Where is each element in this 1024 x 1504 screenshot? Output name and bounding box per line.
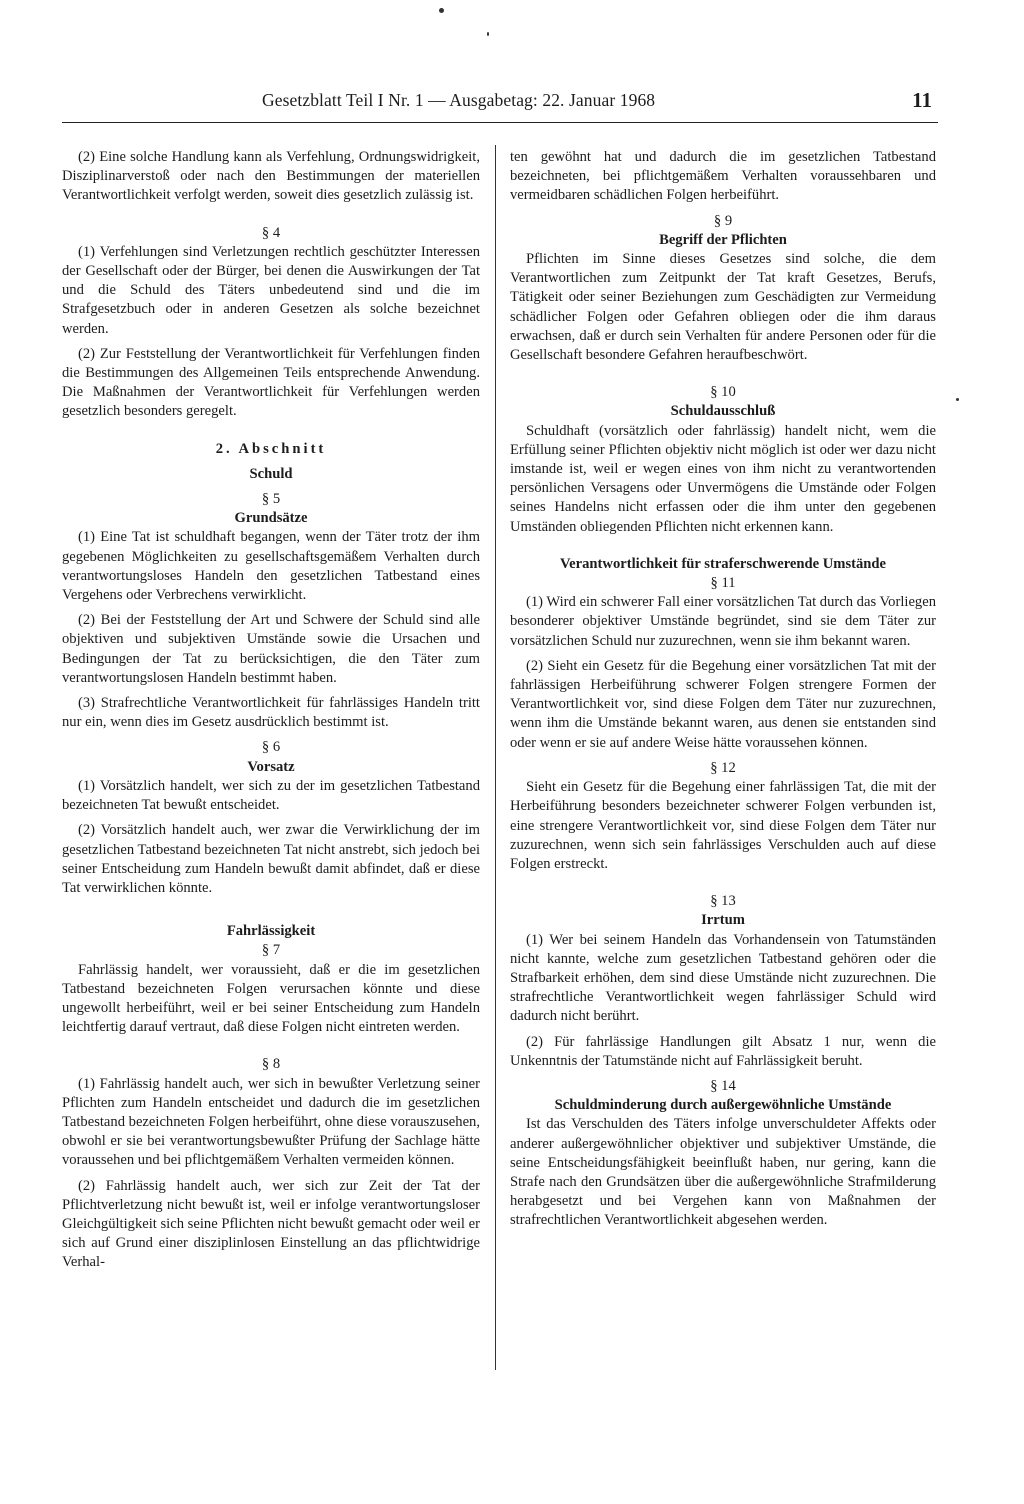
print-speck <box>487 32 489 36</box>
paragraph: (2) Bei der Feststellung der Art und Schwere der Schuld sind alle objektiven und subjektiven Umstände sowie die Ursachen und Bedingungen der Tat zu berücksichtigen, die den Täter zum verantwortungslosen Handeln bestimmt haben. <box>62 612 480 686</box>
paragraph: Fahrlässig handelt, wer voraussieht, daß er die im gesetzlichen Tatbestand bezeichneten Folgen verursachen könnte und diese ungewollt herbeiführt, weil er bei seiner Entscheidung zum Handeln leichtfertig darauf vertraut, daß diese Folgen nicht eintreten werden. <box>62 961 480 1036</box>
section-heading: § 8 <box>261 1056 281 1073</box>
section-heading: § 4 <box>261 224 281 241</box>
paragraph: (2) Fahrlässig handelt auch, wer sich zur Zeit der Tat der Pflichtverletzung nicht bewußt ist, weil er infolge verantwortungsloser Gleichgültigkeit sich seine Pflichten nicht bewußt gemacht oder weil er sich auf Grund einer disziplinlosen Einstellung an das pflichtwidrige Verhal- <box>62 1177 480 1271</box>
paragraph: (1) Wird ein schwerer Fall einer vorsätzlichen Tat durch das Vorliegen besonderer objektiver Umstände begründet, sind sie dem Täter zur vorsätzlichen Schuld nur zuzurechnen, wenn sie ihm bekannt waren. <box>510 594 936 649</box>
section-heading: § 14 <box>710 1077 736 1094</box>
section-heading: § 5 <box>261 491 281 508</box>
section-heading: § 11 <box>710 575 736 592</box>
section-heading: § 9 <box>713 212 733 229</box>
paragraph: (2) Sieht ein Gesetz für die Begehung einer vorsätzlichen Tat mit der fahrlässigen Herbeiführung schwerer Folgen strengere Formen der Verantwortlichkeit vor, sind diese Folgen dem Täter nur zuzurechnen, wenn ihm die Umstände bekannt waren, aus denen sie entstanden sind oder wenn er sie auf andere Weise hätte voraussehen können. <box>510 657 936 751</box>
section-title: Schuldminderung durch außergewöhnliche Umstände <box>554 1097 892 1114</box>
paragraph: Sieht ein Gesetz für die Begehung einer fahrlässigen Tat, die mit der Herbeiführung besonders bezeichneter schwerer Folgen verbunden ist, eine strengere Verantwortlichkeit vor, sind diese Folgen dem Täter nur zuzurechnen, wenn sich sein fahrlässiges Verschulden auch auf diese Folgen erstreckt. <box>510 779 936 872</box>
section-title: Grundsätze <box>234 510 308 527</box>
section-heading: § 6 <box>261 739 281 756</box>
section-heading: § 13 <box>710 893 736 910</box>
paragraph: (2) Zur Feststellung der Verantwortlichkeit für Verfehlungen finden die Bestimmungen des Allgemeinen Teils entsprechende Anwendung. Die Maßnahmen der Verantwortlichkeit für Verfehlungen werden gesetzlich besonders geregelt. <box>62 345 480 420</box>
paragraph: (3) Strafrechtliche Verantwortlichkeit für fahrlässiges Handeln tritt nur ein, wenn dies im Gesetz ausdrücklich bestimmt ist. <box>62 695 480 731</box>
paragraph: (2) Vorsätzlich handelt auch, wer zwar die Verwirklichung der im gesetzlichen Tatbestand bezeichneten Tat nicht anstrebt, sich jedoch bei seiner Entscheidung zum Handeln bewußt damit abfindet, daß er diese Tat verwirklichen könnte. <box>62 822 480 896</box>
paragraph: (1) Fahrlässig handelt auch, wer sich in bewußter Verletzung seiner Pflichten zum Handeln entscheidet und dadurch die im gesetzlichen Tatbestand bezeichneten Folgen herbeiführt, ohne diese vorauszusehen, obwohl er sie bei verantwortungsbewußter Prüfung der Sachlage hätte voraussehen und bei pflichtgemäßem Verhalten vermeiden können. <box>62 1075 480 1169</box>
left-column <box>62 148 480 1279</box>
subchapter-title: Fahrlässigkeit <box>226 923 316 940</box>
section-title: Vorsatz <box>247 758 295 775</box>
paragraph: (2) Eine solche Handlung kann als Verfehlung, Ordnungswidrigkeit, Disziplinarverstoß oder nach den Bestimmungen der materiellen Verantwortlichkeit verfolgt werden, soweit dies gesetzlich zulässig ist. <box>62 149 480 204</box>
page-number: 11 <box>912 88 932 112</box>
subchapter-title: Verantwortlichkeit für straferschwerende Umstände <box>559 555 886 572</box>
section-heading: § 12 <box>710 759 736 776</box>
column-divider <box>495 145 496 1370</box>
paragraph: ten gewöhnt hat und dadurch die im gesetzlichen Tatbestand bezeichneten, bei pflichtgemäßem Verhalten voraussehbaren und vermeidbaren schädlichen Folgen herbeiführt. <box>510 149 936 204</box>
paragraph: (1) Wer bei seinem Handeln das Vorhandensein von Tatumständen nicht kannte, welche zum gesetzlichen Tatbestand gehören oder die Strafbarkeit erhöhen, dem sind diese Umstände nicht zuzurechnen. Die strafrechtliche Verantwortlichkeit wegen fahrlässiger Schuld wird dadurch nicht berührt. <box>510 931 936 1025</box>
print-speck <box>956 398 959 401</box>
paragraph: Pflichten im Sinne dieses Gesetzes sind solche, die dem Verantwortlichen zum Zeitpunkt der Tat kraft Gesetzes, Berufs, Tätigkeit oder seiner Beziehungen zum Geschädigten zur Vermeidung schädlicher Folgen oder Gefahren obliegen oder die ihm daraus erwachsen, daß er durch sein Verhalten für andere Personen oder für die Gesellschaft besondere Gefahren heraufbeschwört. <box>510 251 936 364</box>
section-title: Begriff der Pflichten <box>659 231 787 248</box>
section-title: Schuldausschluß <box>670 403 776 420</box>
section-title: Irrtum <box>701 912 745 929</box>
print-speck <box>439 8 444 13</box>
paragraph: Schuldhaft (vorsätzlich oder fahrlässig) handelt nicht, wem die Erfüllung seiner Pflichten objektiv nicht möglich ist oder wer dazu nicht imstande ist, weil er wegen eines von ihm nicht zu verantwortenden persönlichen Versagens oder Unvermögens die Umstände oder Folgen seines Handelns nicht erfassen oder die ihm unter den gegebenen Umständen obliegenden Pflichten nicht erkennen kann. <box>510 422 936 535</box>
section-heading: § 7 <box>261 942 281 959</box>
paragraph: Ist das Verschulden des Täters infolge unverschuldeter Affekts oder anderer außergewöhnlicher objektiver und subjektiver Umstände, die seine Entscheidungsfähigkeit beeinflußt haben, nur gering, kann die Strafe nach den Grundsätzen über die außergewöhnliche Strafmilderung herabgesetzt und bei Vergehen kann von Maßnahmen der strafrechtlichen Verantwortlichkeit abgesehen werden. <box>510 1116 936 1229</box>
paragraph: (2) Für fahrlässige Handlungen gilt Absatz 1 nur, wenn die Unkenntnis der Tatumstände nicht auf Fahrlässigkeit beruht. <box>510 1033 936 1069</box>
section-heading: § 10 <box>710 384 736 401</box>
paragraph: (1) Verfehlungen sind Verletzungen rechtlich geschützter Interessen der Gesellschaft oder der Bürger, bei denen die Auswirkungen der Tat und die Schuld des Täters unbedeutend sind und die im Strafgesetzbuch oder in anderen Gesetzen als solche bezeichnet werden. <box>62 243 480 337</box>
page-header <box>62 88 938 123</box>
right-column <box>510 148 936 1237</box>
header-title: Gesetzblatt Teil I Nr. 1 — Ausgabetag: 22. Januar 1968 <box>262 90 656 110</box>
paragraph: (1) Vorsätzlich handelt, wer sich zu der im gesetzlichen Tatbestand bezeichneten Tat bewußt entscheidet. <box>62 777 480 814</box>
chapter-title: Schuld <box>249 465 293 482</box>
paragraph: (1) Eine Tat ist schuldhaft begangen, wenn der Täter trotz der ihm gegebenen Möglichkeiten zu gesellschaftsgemäßem Verhalten durch verantwortungsloses Handeln den gesetzlichen Tatbestand eines Vergehens oder Verbrechens verwirklicht. <box>62 529 480 604</box>
chapter-heading: 2. Abschnitt <box>215 440 327 457</box>
